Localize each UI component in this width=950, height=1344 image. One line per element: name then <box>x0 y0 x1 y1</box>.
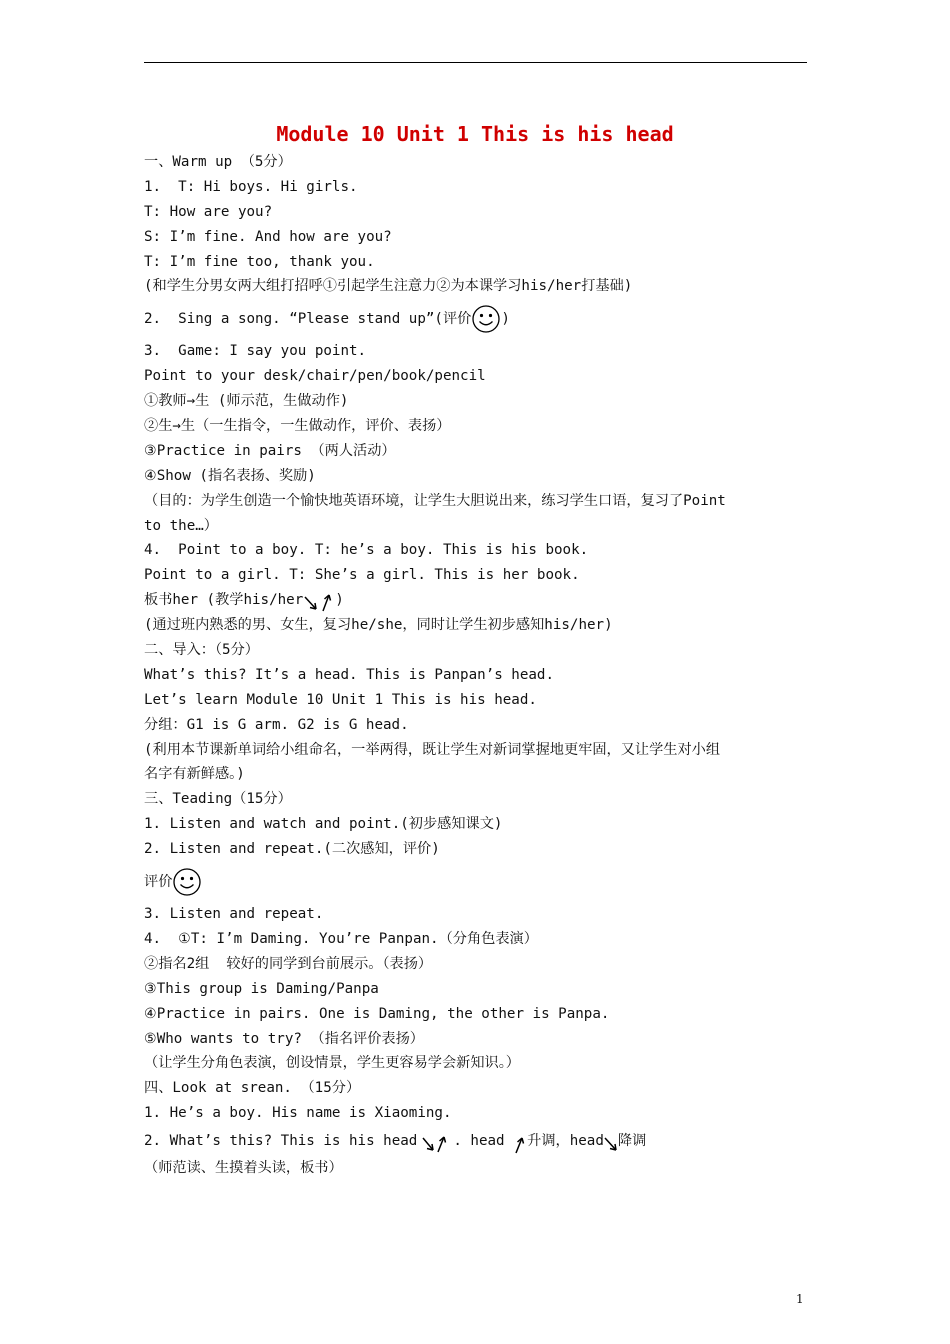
text-line-part: 降调 <box>617 1133 647 1150</box>
text-line: Point to a girl. T: She’s a girl. This is her book. <box>144 567 580 584</box>
text-line: 1. Listen and watch and point.(初步感知课文) <box>144 816 503 833</box>
text-line: ③Practice in pairs （两人活动） <box>144 442 396 459</box>
text-line: ③This group is Daming/Panpa <box>144 980 379 997</box>
text-line-part: 评价 <box>144 874 173 891</box>
text-line: 一、Warm up （5分） <box>144 154 292 170</box>
text-line: Point to your desk/chair/pen/book/pencil <box>144 368 486 385</box>
text-line: 4. ①T: I’m Daming. You’re Panpan.（分角色表演） <box>144 930 538 947</box>
falling-arrow-icon <box>604 1134 618 1156</box>
text-line: T: I’m fine too, thank you. <box>144 253 375 270</box>
text-line: 4. Point to a boy. T: he’s a boy. This is his book. <box>144 542 589 559</box>
text-line-with-icon <box>144 862 812 902</box>
text-line: ②指名2组 较好的同学到台前展示。（表扬） <box>144 955 433 972</box>
page-title: Module 10 Unit 1 This is his head <box>276 122 674 146</box>
text-line: ④Show (指名表扬、奖励) <box>144 467 316 484</box>
smiley-face-icon <box>471 304 501 334</box>
falling-rising-arrows-icon <box>303 591 335 613</box>
text-line-part: 2. Sing a song. “Please stand up”(评价 <box>144 311 472 328</box>
text-line-with-icon <box>144 299 812 339</box>
rising-arrow-icon <box>513 1134 527 1156</box>
text-line: 二、导入：（5分） <box>144 642 259 659</box>
text-line-with-icons <box>144 1126 812 1156</box>
text-line: ④Practice in pairs. One is Daming, the other is Panpa. <box>144 1005 610 1022</box>
smiley-face-icon <box>172 867 202 897</box>
header-rule <box>144 62 807 63</box>
text-line: 3. Game: I say you point. <box>144 343 367 360</box>
closing-paren: ) <box>335 592 344 609</box>
text-line: ②生→生（一生指令，一生做动作，评价、表扬） <box>144 418 451 435</box>
text-line: T: How are you? <box>144 203 273 220</box>
page-number: 1 <box>796 1292 804 1306</box>
text-line-part: . head <box>453 1133 514 1150</box>
text-line: (利用本节课新单词给小组命名，一举两得，既让学生对新词掌握地更牢固，又让学生对小组 <box>144 741 721 758</box>
text-line: 1. T: Hi boys. Hi girls. <box>144 178 358 195</box>
text-line: What’s this? It’s a head. This is Panpan’s head. <box>144 666 554 683</box>
text-line: 1. He’s a boy. His name is Xiaoming. <box>144 1105 452 1122</box>
text-line: （师范读、生摸着头读，板书） <box>144 1160 343 1177</box>
text-line-part: 板书her (教学his/her <box>144 592 304 609</box>
text-line: (和学生分男女两大组打招呼①引起学生注意力②为本课学习his/her打基础) <box>144 278 633 295</box>
text-line: 四、Look at srean. （15分） <box>144 1080 361 1097</box>
text-line: （让学生分角色表演，创设情景，学生更容易学会新知识。） <box>144 1055 520 1072</box>
text-line: 2. Listen and repeat.(二次感知，评价) <box>144 841 440 858</box>
text-line: to the…） <box>144 517 218 534</box>
text-line: 分组：G1 is G arm. G2 is G head. <box>144 716 409 733</box>
text-line: ⑤Who wants to try? （指名评价表扬） <box>144 1030 424 1047</box>
text-line-part: 升调，head <box>527 1133 604 1150</box>
text-line: Let’s learn Module 10 Unit 1 This is his head. <box>144 691 537 708</box>
text-line: 3. Listen and repeat. <box>144 906 324 923</box>
text-line-part: 2. What’s this? This is his head <box>144 1133 418 1150</box>
closing-paren: ) <box>501 311 510 328</box>
text-line: S: I’m fine. And how are you? <box>144 228 392 245</box>
text-line: ①教师→生 (师示范，生做动作) <box>144 393 349 410</box>
falling-rising-arrows-icon <box>421 1134 453 1156</box>
text-line: 名字有新鲜感。) <box>144 766 245 783</box>
document-body <box>144 150 812 1181</box>
text-line: 三、Teading（15分） <box>144 791 292 808</box>
text-line-with-icon <box>144 588 812 613</box>
text-line: (通过班内熟悉的男、女生，复习he/she，同时让学生初步感知his/her) <box>144 617 613 634</box>
text-line: （目的：为学生创造一个愉快地英语环境，让学生大胆说出来，练习学生口语，复习了Point <box>144 492 726 509</box>
